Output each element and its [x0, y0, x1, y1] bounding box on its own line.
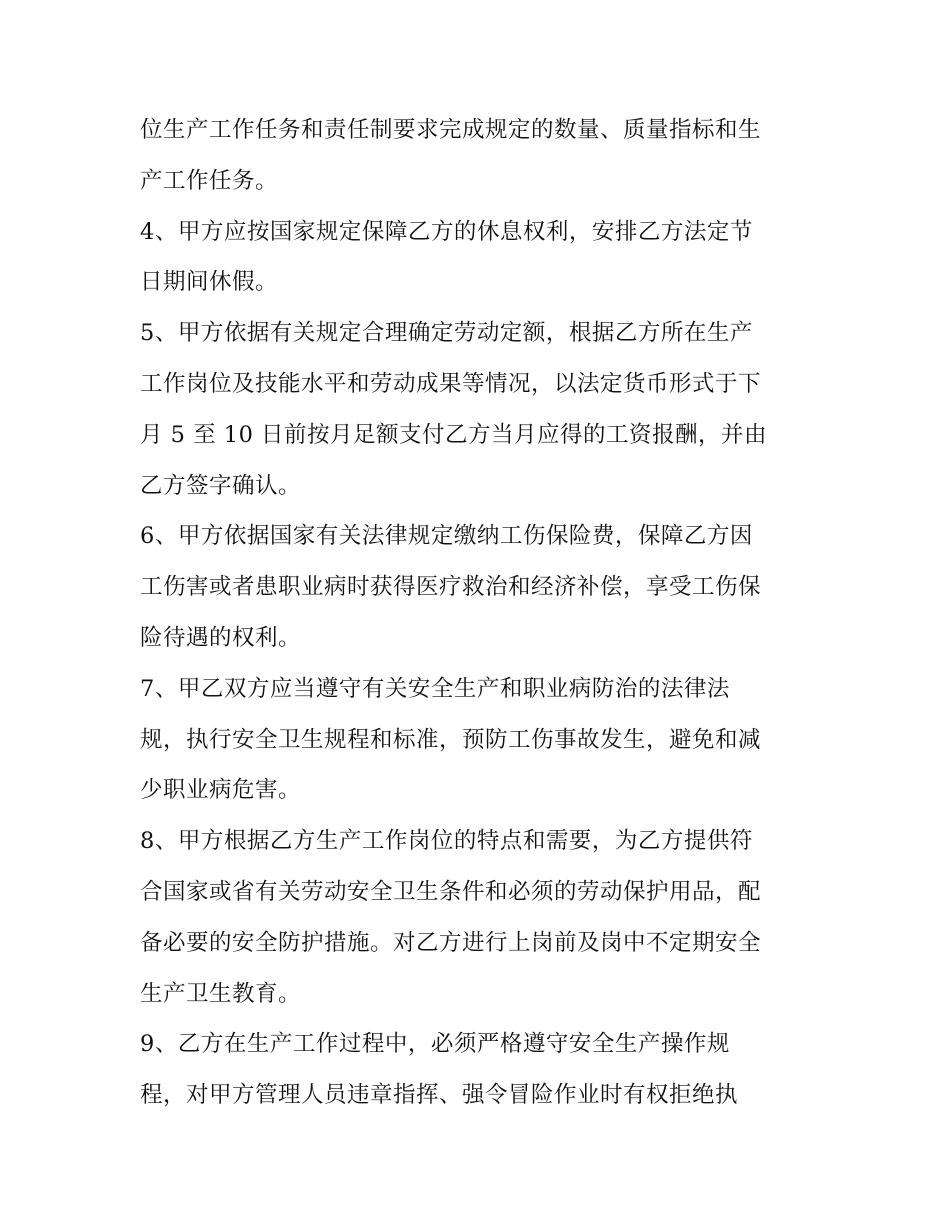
clause-7-line: 7、甲乙双方应当遵守有关安全生产和职业病防治的法律法 — [140, 675, 730, 702]
clause-4-line: 4、甲方应按国家规定保障乙方的休息权利，安排乙方法定节 — [140, 218, 753, 245]
text-line: 工伤害或者患职业病时获得医疗救治和经济补偿，享受工伤保 — [140, 574, 762, 601]
text-line: 日期间休假。 — [140, 269, 279, 296]
clause-6-line: 6、甲方依据国家有关法律规定缴纳工伤保险费，保障乙方因 — [140, 523, 753, 550]
contract-body-text — [140, 105, 820, 1121]
text-line: 月 5 至 10 日前按月足额支付乙方当月应得的工资报酬，并由 — [140, 421, 768, 448]
clause-5-line: 5、甲方依据有关规定合理确定劳动定额，根据乙方所在生产 — [140, 320, 753, 347]
text-line: 工作岗位及技能水平和劳动成果等情况，以法定货币形式于下 — [140, 370, 762, 397]
text-line: 乙方签字确认。 — [140, 472, 302, 499]
text-line: 生产卫生教育。 — [140, 980, 302, 1007]
text-line: 合国家或省有关劳动安全卫生条件和必须的劳动保护用品，配 — [140, 878, 762, 905]
text-line: 险待遇的权利。 — [140, 624, 302, 651]
text-line: 备必要的安全防护措施。对乙方进行上岗前及岗中不定期安全 — [140, 929, 762, 956]
clause-8-line: 8、甲方根据乙方生产工作岗位的特点和需要，为乙方提供符 — [140, 828, 753, 855]
text-line: 产工作任务。 — [140, 167, 279, 194]
clause-9-line: 9、乙方在生产工作过程中，必须严格遵守安全生产操作规 — [140, 1031, 730, 1058]
text-line: 规，执行安全卫生规程和标准，预防工伤事故发生，避免和减 — [140, 726, 762, 753]
text-line: 程，对甲方管理人员违章指挥、强令冒险作业时有权拒绝执 — [140, 1082, 739, 1109]
text-line: 位生产工作任务和责任制要求完成规定的数量、质量指标和生 — [140, 117, 762, 143]
text-line: 少职业病危害。 — [140, 777, 302, 804]
